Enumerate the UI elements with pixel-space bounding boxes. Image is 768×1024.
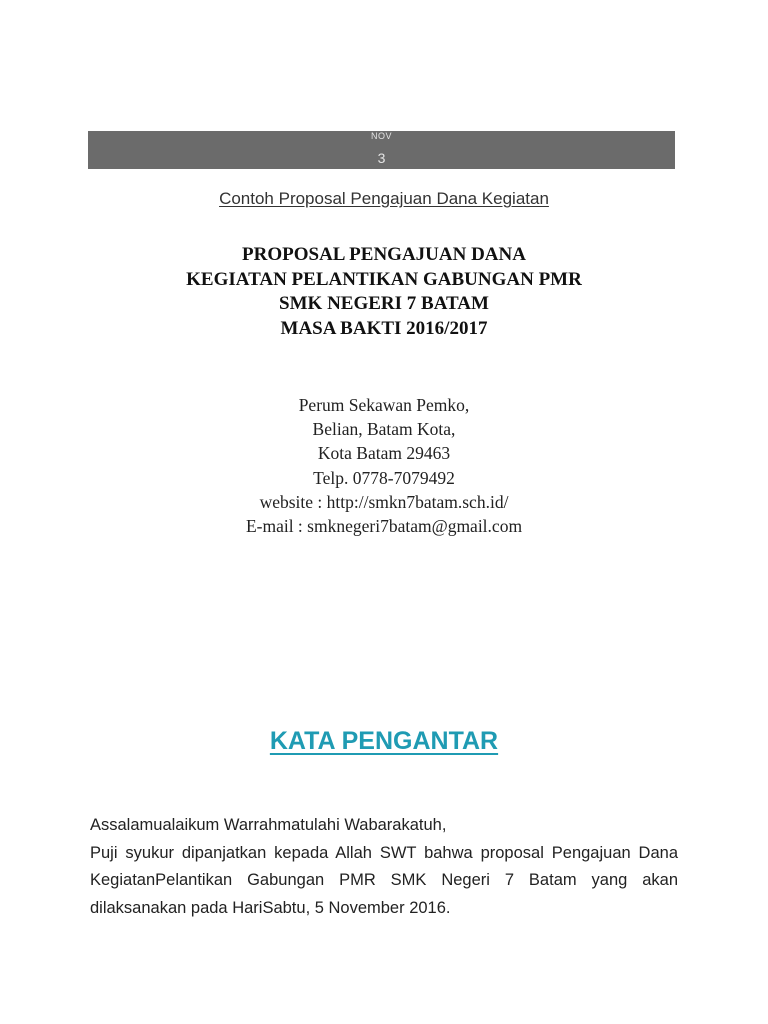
post-date-month: NOV [370,131,392,141]
proposal-title-line: SMK NEGERI 7 BATAM [279,293,489,314]
greeting-line: Assalamualaikum Warrahmatulahi Wabarakatuh, [90,816,447,834]
post-title-link[interactable]: Contoh Proposal Pengajuan Dana Kegiatan [219,189,549,208]
post-date-badge [88,131,675,169]
address-line: Perum Sekawan Pemko, [298,395,470,415]
proposal-title-line: MASA BAKTI 2016/2017 [280,317,488,339]
section-heading [0,726,768,756]
post-title [0,188,768,210]
body-text [90,812,678,922]
proposal-title [0,243,768,341]
proposal-title-line: PROPOSAL PENGAJUAN DANA [242,244,526,265]
address-website: website : http://smkn7batam.sch.id/ [259,491,509,512]
section-heading-link[interactable]: KATA PENGANTAR [269,727,499,755]
school-address [0,393,768,538]
address-email: E-mail : smknegeri7batam@gmail.com [245,516,523,537]
address-line: Kota Batam 29463 [317,443,451,464]
address-phone: Telp. 0778-7079492 [313,467,455,488]
proposal-title-line: KEGIATAN PELANTIKAN GABUNGAN PMR [186,268,582,290]
address-line: Belian, Batam Kota, [312,419,456,440]
post-date-day: 3 [377,150,386,166]
intro-paragraph: Puji syukur dipanjatkan kepada Allah SWT bahwa proposal Pengajuan Dana KegiatanPelantikan Gabungan PMR SMK Negeri 7 Batam yang akan dilaksanakan pada HariSabtu, 5 November 2016. [90,843,678,917]
